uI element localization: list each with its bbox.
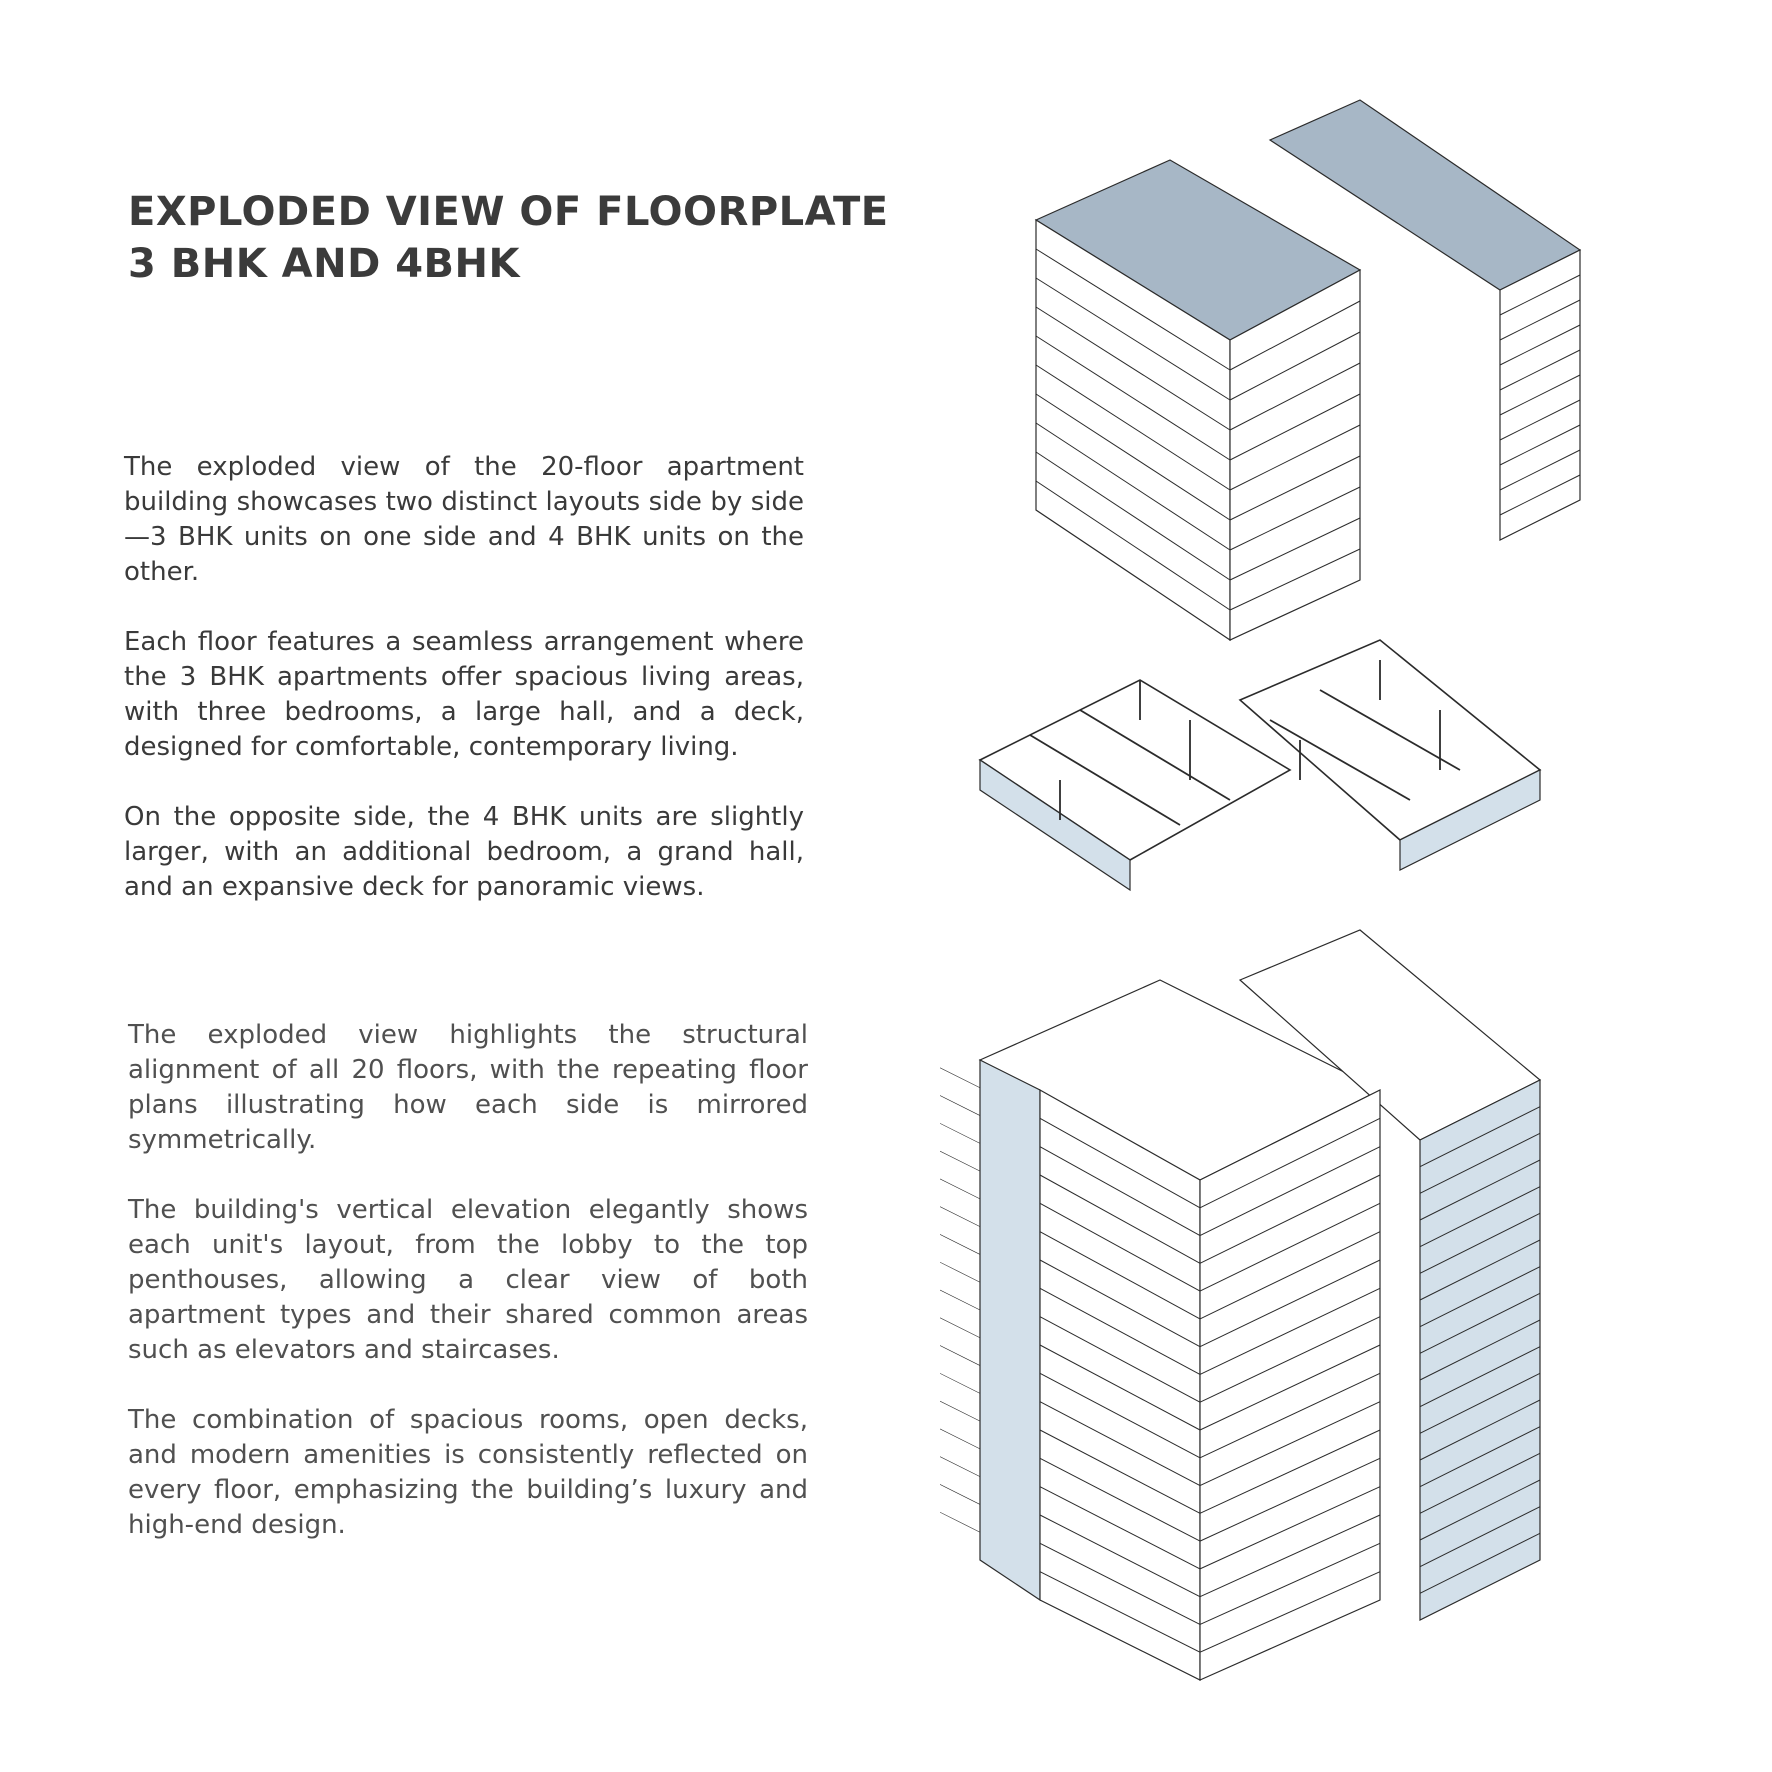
grid-axis-line bbox=[940, 1512, 980, 1532]
detail-paragraph-3: The combination of spacious rooms, open decks, and modern amenities is consistently reflected on every floor, emphasizing the building’s luxury and high-end design. bbox=[128, 1405, 808, 1540]
intro-paragraph-3: On the opposite side, the 4 BHK units are slightly larger, with an additional bedroom, a grand hall, and an expansive deck for panoramic views. bbox=[124, 802, 804, 902]
grid-axis-line bbox=[940, 1373, 980, 1393]
grid-axis-line bbox=[940, 1429, 980, 1449]
grid-axis-line bbox=[940, 1346, 980, 1366]
grid-axis-line bbox=[940, 1318, 980, 1338]
grid-axis-line bbox=[940, 1179, 980, 1199]
grid-axis-line bbox=[940, 1457, 980, 1477]
upper-building-block bbox=[1036, 100, 1580, 640]
intro-paragraph-1: The exploded view of the 20-floor apartment building showcases two distinct layouts side by side—3 BHK units on one side and 4 BHK units on the other. bbox=[124, 452, 804, 587]
lower-building-block bbox=[940, 930, 1540, 1680]
lower-facade-left-tint bbox=[980, 1060, 1040, 1600]
lower-facade-right bbox=[1200, 1090, 1380, 1680]
floorplate-outline-left bbox=[980, 680, 1290, 860]
grid-axis-line bbox=[940, 1484, 980, 1504]
lower-facade-left bbox=[1040, 1090, 1200, 1680]
grid-axis-line bbox=[940, 1068, 980, 1088]
grid-axis-line bbox=[940, 1151, 980, 1171]
grid-axis-line bbox=[940, 1207, 980, 1227]
exploded-axonometric-diagram bbox=[940, 80, 1660, 1720]
grid-axis-line bbox=[940, 1262, 980, 1282]
grid-axis-line bbox=[940, 1234, 980, 1254]
grid-axis-line bbox=[940, 1123, 980, 1143]
grid-axis-line bbox=[940, 1290, 980, 1310]
detail-text-block bbox=[128, 1018, 808, 1578]
grid-axis-line bbox=[940, 1096, 980, 1116]
intro-text-block bbox=[124, 450, 804, 940]
title-line-2: 3 BHK AND 4BHK bbox=[128, 241, 520, 287]
detail-paragraph-2: The building's vertical elevation elegantly shows each unit's layout, from the lobby to the top penthouses, allowing a clear view of both apartment types and their shared common areas such as elevators and staircases. bbox=[128, 1195, 808, 1365]
page-title bbox=[128, 186, 889, 290]
title-line-1: EXPLODED VIEW OF FLOORPLATE bbox=[128, 189, 889, 235]
intro-paragraph-2: Each floor features a seamless arrangement where the 3 BHK apartments offer spacious living areas, with three bedrooms, a large hall, and a deck, designed for comfortable, contemporary living. bbox=[124, 627, 804, 762]
floorplate-plan bbox=[980, 640, 1540, 890]
grid-axis-line bbox=[940, 1401, 980, 1421]
detail-paragraph-1: The exploded view highlights the structural alignment of all 20 floors, with the repeating floor plans illustrating how each side is mirrored symmetrically. bbox=[128, 1020, 808, 1155]
